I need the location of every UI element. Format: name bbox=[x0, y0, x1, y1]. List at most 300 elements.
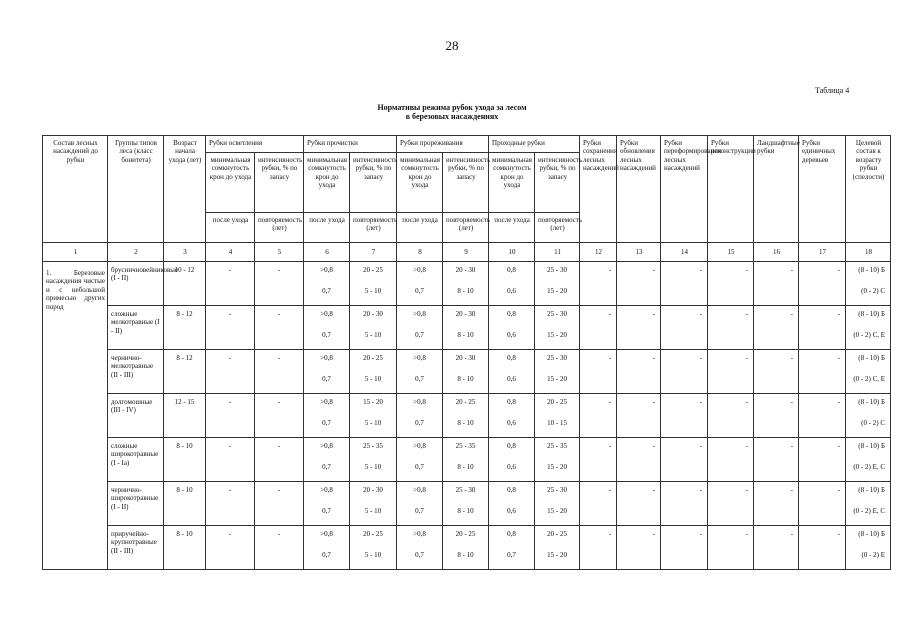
group-cell bbox=[799, 526, 845, 569]
passage-closure-before: 0,8 bbox=[507, 398, 516, 406]
cleaning-closure-after: 0,7 bbox=[322, 287, 331, 295]
forest-group-name: долгомошные (III - IV) bbox=[111, 398, 153, 415]
landscape-value: - bbox=[790, 530, 794, 538]
group-cell bbox=[580, 262, 616, 306]
column-number: 12 bbox=[580, 243, 617, 262]
single-tree-value: - bbox=[837, 266, 841, 274]
group-cell bbox=[255, 482, 303, 526]
start-age-value: 10 - 12 bbox=[174, 266, 195, 274]
thin-intensity-column bbox=[443, 262, 489, 570]
start-age-value: 8 - 10 bbox=[176, 486, 193, 494]
renewal-value: - bbox=[652, 354, 656, 362]
target-main: (8 - 10) Б bbox=[858, 354, 886, 362]
reformation-column bbox=[661, 262, 708, 570]
passage-closure-after: 0,6 bbox=[507, 463, 516, 471]
cleaning-closure-after: 0,7 bbox=[322, 507, 331, 515]
thinning-intensity: 20 - 30 bbox=[455, 310, 476, 318]
clarifying-intensity: - bbox=[277, 266, 281, 274]
header-cleaning: Рубки прочистки bbox=[304, 136, 397, 153]
group-cell bbox=[304, 306, 349, 350]
group-cell bbox=[489, 350, 534, 394]
group-cell bbox=[397, 482, 442, 526]
group-cell bbox=[754, 306, 798, 350]
column-number: 16 bbox=[754, 243, 799, 262]
landscape-value: - bbox=[790, 398, 794, 406]
clarifying-intensity: - bbox=[277, 530, 281, 538]
clean-closure-column bbox=[304, 262, 350, 570]
group-cell bbox=[535, 306, 579, 350]
thinning-closure-before: >0,8 bbox=[413, 486, 426, 494]
start-age-column bbox=[164, 262, 206, 570]
group-cell bbox=[535, 482, 579, 526]
composition-cell bbox=[43, 262, 108, 570]
group-cell bbox=[708, 306, 753, 350]
group-cell bbox=[708, 262, 753, 306]
passage-closure-before: 0,8 bbox=[507, 442, 516, 450]
thin-closure-column bbox=[397, 262, 443, 570]
single-tree-value: - bbox=[837, 442, 841, 450]
clarifying-closure: - bbox=[228, 354, 232, 362]
cleaning-closure-before: >0,8 bbox=[320, 266, 333, 274]
cleaning-intensity: 20 - 30 bbox=[363, 486, 383, 494]
norms-table bbox=[42, 135, 891, 570]
group-cell bbox=[846, 526, 890, 569]
cleaning-closure-before: >0,8 bbox=[320, 398, 333, 406]
group-cell bbox=[489, 306, 534, 350]
group-cell bbox=[304, 394, 349, 438]
group-cell bbox=[350, 526, 396, 569]
landscape-value: - bbox=[790, 310, 794, 318]
landscape-value: - bbox=[790, 442, 794, 450]
group-cell bbox=[350, 394, 396, 438]
target-main: (8 - 10) Б bbox=[858, 266, 886, 274]
passage-repeat: 15 - 20 bbox=[547, 551, 567, 559]
composition-text: 1. Березовые насаждения чистые и с небольшой примесью других пород bbox=[46, 269, 105, 311]
group-cell bbox=[799, 438, 845, 482]
group-cell bbox=[206, 482, 254, 526]
group-cell bbox=[350, 350, 396, 394]
reformation-value: - bbox=[699, 354, 703, 362]
header-min-closure: минимальная сомкнутость крон до ухода bbox=[397, 153, 443, 213]
cleaning-closure-before: >0,8 bbox=[320, 486, 333, 494]
clarifying-closure: - bbox=[228, 398, 232, 406]
clar-closure-column bbox=[206, 262, 255, 570]
target-admixture: (0 - 2) С, Е bbox=[853, 331, 886, 339]
group-cell bbox=[754, 350, 798, 394]
group-cell bbox=[489, 262, 534, 306]
group-cell bbox=[443, 394, 488, 438]
group-cell bbox=[617, 262, 660, 306]
group-cell bbox=[846, 350, 890, 394]
cleaning-repeat: 5 - 10 bbox=[364, 463, 382, 471]
target-admixture: (0 - 2) С bbox=[861, 287, 886, 295]
column-number: 5 bbox=[255, 243, 304, 262]
target-admixture: (0 - 2) Е, С bbox=[853, 463, 886, 471]
group-cell bbox=[304, 350, 349, 394]
renewal-value: - bbox=[652, 530, 656, 538]
group-cell bbox=[397, 306, 442, 350]
group-cell bbox=[206, 262, 254, 306]
reconstruction-column bbox=[708, 262, 754, 570]
passage-closure-before: 0,8 bbox=[507, 354, 516, 362]
group-cell bbox=[708, 350, 753, 394]
preservation-value: - bbox=[608, 354, 612, 362]
column-number: 10 bbox=[489, 243, 535, 262]
reformation-value: - bbox=[699, 530, 703, 538]
forest-group-name: чернично-мелкотравные (II - III) bbox=[111, 354, 154, 379]
landscape-column bbox=[754, 262, 799, 570]
thinning-closure-before: >0,8 bbox=[413, 530, 426, 538]
header-clarifying: Рубки осветления bbox=[206, 136, 304, 153]
page-number: 28 bbox=[445, 38, 459, 53]
passage-intensity: 25 - 30 bbox=[547, 486, 567, 494]
header-intensity: интенсивность рубки, % по запасу bbox=[255, 153, 304, 213]
group-cell bbox=[708, 526, 753, 569]
clarifying-intensity: - bbox=[277, 310, 281, 318]
landscape-value: - bbox=[790, 266, 794, 274]
group-cell bbox=[799, 306, 845, 350]
group-cell bbox=[350, 262, 396, 306]
thinning-closure-after: 0,7 bbox=[415, 463, 424, 471]
thinning-repeat: 8 - 10 bbox=[457, 507, 474, 515]
preservation-value: - bbox=[608, 266, 612, 274]
target-admixture: (0 - 2) С bbox=[861, 419, 886, 427]
header-repeat: повторяемость (лет) bbox=[350, 213, 397, 243]
start-age-value: 12 - 15 bbox=[174, 398, 195, 406]
group-cell bbox=[617, 306, 660, 350]
target-admixture: (0 - 2) Е, С bbox=[853, 507, 886, 515]
header-preservation: Рубки сохранения лесных насаждений bbox=[580, 136, 617, 243]
header-intensity: интенсивность рубки, % по запасу bbox=[535, 153, 580, 213]
thinning-closure-after: 0,7 bbox=[415, 331, 424, 339]
passage-closure-after: 0,6 bbox=[507, 331, 516, 339]
data-row bbox=[43, 262, 891, 570]
thinning-closure-after: 0,7 bbox=[415, 507, 424, 515]
group-cell bbox=[164, 394, 205, 438]
cleaning-closure-before: >0,8 bbox=[320, 354, 333, 362]
header-min-closure: минимальная сомкнутость крон до ухода bbox=[304, 153, 350, 213]
start-age-value: 8 - 10 bbox=[176, 442, 193, 450]
group-cell bbox=[617, 394, 660, 438]
preservation-column bbox=[580, 262, 617, 570]
preservation-value: - bbox=[608, 530, 612, 538]
target-main: (8 - 10) Б bbox=[858, 310, 886, 318]
renewal-value: - bbox=[652, 266, 656, 274]
reformation-value: - bbox=[699, 442, 703, 450]
column-number: 18 bbox=[846, 243, 891, 262]
group-cell bbox=[350, 482, 396, 526]
thinning-closure-before: >0,8 bbox=[413, 398, 426, 406]
thinning-repeat: 8 - 10 bbox=[457, 375, 474, 383]
thinning-intensity: 20 - 30 bbox=[455, 354, 476, 362]
reformation-value: - bbox=[699, 398, 703, 406]
renewal-column bbox=[617, 262, 661, 570]
forest-group-name: брусничновейниковые (I - II) bbox=[111, 266, 179, 283]
group-cell bbox=[397, 438, 442, 482]
header-repeat: повторяемость (лет) bbox=[443, 213, 489, 243]
thinning-intensity: 20 - 25 bbox=[455, 398, 476, 406]
passage-closure-before: 0,8 bbox=[507, 486, 516, 494]
group-cell bbox=[661, 526, 707, 569]
group-cell bbox=[108, 438, 163, 482]
group-cell bbox=[255, 438, 303, 482]
cleaning-closure-after: 0,7 bbox=[322, 419, 331, 427]
group-cell bbox=[397, 526, 442, 569]
group-cell bbox=[164, 262, 205, 306]
reformation-value: - bbox=[699, 486, 703, 494]
single-tree-value: - bbox=[837, 310, 841, 318]
group-cell bbox=[708, 482, 753, 526]
cleaning-intensity: 20 - 30 bbox=[363, 310, 383, 318]
passage-repeat: 15 - 20 bbox=[547, 463, 567, 471]
clarifying-intensity: - bbox=[277, 398, 281, 406]
header-repeat: повторяемость (лет) bbox=[255, 213, 304, 243]
cleaning-intensity: 15 - 20 bbox=[363, 398, 383, 406]
group-cell bbox=[799, 262, 845, 306]
group-cell bbox=[846, 394, 890, 438]
group-cell bbox=[108, 262, 179, 306]
header-landscape: Ландшафтные рубки bbox=[754, 136, 799, 243]
title-line-2: в березовых насаждениях bbox=[405, 112, 499, 121]
group-cell bbox=[580, 482, 616, 526]
group-cell bbox=[164, 526, 205, 569]
clarifying-closure: - bbox=[228, 486, 232, 494]
group-cell bbox=[108, 526, 163, 569]
group-cell bbox=[661, 350, 707, 394]
passage-closure-after: 0,7 bbox=[507, 551, 516, 559]
reconstruction-value: - bbox=[745, 442, 749, 450]
cleaning-intensity: 20 - 25 bbox=[363, 266, 383, 274]
group-cell bbox=[617, 438, 660, 482]
cleaning-intensity: 20 - 25 bbox=[363, 530, 383, 538]
header-min-closure: минимальная сомкнутость крон до ухода bbox=[489, 153, 535, 213]
passage-closure-after: 0,6 bbox=[507, 507, 516, 515]
group-cell bbox=[108, 482, 163, 526]
reconstruction-value: - bbox=[745, 398, 749, 406]
group-cell bbox=[799, 482, 845, 526]
column-number: 6 bbox=[304, 243, 350, 262]
forest-group-name: чернично-широкотравные (I - II) bbox=[111, 486, 159, 511]
clarifying-intensity: - bbox=[277, 486, 281, 494]
cleaning-repeat: 5 - 10 bbox=[364, 331, 382, 339]
column-number: 17 bbox=[799, 243, 846, 262]
passage-intensity: 25 - 30 bbox=[547, 266, 567, 274]
header-single-tree: Рубки единичных деревьев bbox=[799, 136, 846, 243]
group-cell bbox=[255, 262, 303, 306]
preservation-value: - bbox=[608, 398, 612, 406]
target-admixture: (0 - 2) С, Е bbox=[853, 375, 886, 383]
thinning-intensity: 25 - 35 bbox=[455, 442, 476, 450]
clarifying-intensity: - bbox=[277, 442, 281, 450]
column-number: 13 bbox=[617, 243, 661, 262]
cleaning-repeat: 5 - 10 bbox=[364, 551, 382, 559]
header-thinning: Рубки прореживания bbox=[397, 136, 489, 153]
thinning-repeat: 8 - 10 bbox=[457, 331, 474, 339]
group-cell bbox=[754, 482, 798, 526]
start-age-value: 8 - 10 bbox=[176, 530, 193, 538]
group-cell bbox=[661, 262, 707, 306]
table-caption: Таблица 4 bbox=[815, 86, 850, 95]
group-cell bbox=[489, 394, 534, 438]
target-column bbox=[846, 262, 891, 570]
cleaning-repeat: 5 - 10 bbox=[364, 375, 382, 383]
reformation-value: - bbox=[699, 310, 703, 318]
pass-closure-column bbox=[489, 262, 535, 570]
reconstruction-value: - bbox=[745, 310, 749, 318]
clarifying-closure: - bbox=[228, 442, 232, 450]
thinning-closure-after: 0,7 bbox=[415, 375, 424, 383]
passage-repeat: 15 - 20 bbox=[547, 375, 567, 383]
passage-intensity: 25 - 35 bbox=[547, 442, 567, 450]
group-cell bbox=[535, 394, 579, 438]
target-main: (8 - 10) Б bbox=[858, 442, 886, 450]
thinning-intensity: 20 - 30 bbox=[455, 266, 476, 274]
group-cell bbox=[661, 482, 707, 526]
group-cell bbox=[206, 350, 254, 394]
passage-closure-after: 0,6 bbox=[507, 419, 516, 427]
group-cell bbox=[580, 306, 616, 350]
column-number: 9 bbox=[443, 243, 489, 262]
column-numbers-row bbox=[43, 243, 891, 262]
single-tree-column bbox=[799, 262, 846, 570]
header-reconstruction: Рубки реконструкции bbox=[708, 136, 754, 243]
group-cell bbox=[489, 438, 534, 482]
reconstruction-value: - bbox=[745, 266, 749, 274]
cleaning-closure-before: >0,8 bbox=[320, 530, 333, 538]
renewal-value: - bbox=[652, 442, 656, 450]
group-cell bbox=[661, 438, 707, 482]
forest-group-name: приручейно-крупнотравные (II - III) bbox=[111, 530, 157, 555]
group-cell bbox=[206, 306, 254, 350]
preservation-value: - bbox=[608, 310, 612, 318]
cleaning-closure-before: >0,8 bbox=[320, 310, 333, 318]
clar-intensity-column bbox=[255, 262, 304, 570]
group-cell bbox=[206, 438, 254, 482]
group-cell bbox=[580, 350, 616, 394]
header-min-closure: минимальная сомкнутость крон до ухода bbox=[206, 153, 255, 213]
column-number: 11 bbox=[535, 243, 580, 262]
group-cell bbox=[206, 526, 254, 569]
passage-closure-before: 0,8 bbox=[507, 530, 516, 538]
renewal-value: - bbox=[652, 398, 656, 406]
column-number: 7 bbox=[350, 243, 397, 262]
group-cell bbox=[397, 350, 442, 394]
header-reformation: Рубки переформирования лесных насаждений bbox=[661, 136, 708, 243]
group-cell bbox=[108, 394, 163, 438]
cleaning-closure-after: 0,7 bbox=[322, 331, 331, 339]
column-number: 3 bbox=[164, 243, 206, 262]
thinning-closure-after: 0,7 bbox=[415, 287, 424, 295]
target-main: (8 - 10) Б bbox=[858, 398, 886, 406]
group-cell bbox=[489, 526, 534, 569]
passage-closure-before: 0,8 bbox=[507, 266, 516, 274]
passage-intensity: 25 - 30 bbox=[547, 354, 567, 362]
thinning-closure-before: >0,8 bbox=[413, 354, 426, 362]
clarifying-closure: - bbox=[228, 530, 232, 538]
group-cell bbox=[754, 262, 798, 306]
group-cell bbox=[164, 350, 205, 394]
group-cell bbox=[255, 394, 303, 438]
header-composition: Состав лесных насаждений до рубки bbox=[43, 136, 108, 243]
thinning-closure-before: >0,8 bbox=[413, 266, 426, 274]
thinning-closure-before: >0,8 bbox=[413, 442, 426, 450]
group-cell bbox=[304, 438, 349, 482]
landscape-value: - bbox=[790, 354, 794, 362]
reconstruction-value: - bbox=[745, 486, 749, 494]
passage-repeat: 10 - 15 bbox=[547, 419, 567, 427]
group-cell bbox=[164, 438, 205, 482]
header-after-care: после ухода bbox=[304, 213, 350, 243]
group-cell bbox=[443, 438, 488, 482]
group-cell bbox=[535, 438, 579, 482]
column-number: 15 bbox=[708, 243, 754, 262]
cleaning-closure-after: 0,7 bbox=[322, 551, 331, 559]
group-cell bbox=[255, 526, 303, 569]
group-cell bbox=[489, 482, 534, 526]
single-tree-value: - bbox=[837, 486, 841, 494]
cleaning-intensity: 20 - 25 bbox=[363, 354, 383, 362]
group-cell bbox=[443, 350, 488, 394]
thinning-repeat: 8 - 10 bbox=[457, 287, 474, 295]
forest-group-name: сложные широкотравные (I - Ia) bbox=[111, 442, 159, 467]
passage-repeat: 15 - 20 bbox=[547, 287, 567, 295]
passage-closure-after: 0,6 bbox=[507, 287, 516, 295]
group-cell bbox=[754, 526, 798, 569]
cleaning-repeat: 5 - 10 bbox=[364, 507, 382, 515]
group-cell bbox=[108, 350, 163, 394]
target-main: (8 - 10) Б bbox=[858, 530, 886, 538]
group-cell bbox=[799, 394, 845, 438]
column-number: 2 bbox=[108, 243, 164, 262]
group-cell bbox=[304, 262, 349, 306]
preservation-value: - bbox=[608, 486, 612, 494]
header-after-care: после ухода bbox=[206, 213, 255, 243]
group-cell bbox=[617, 482, 660, 526]
group-cell bbox=[255, 350, 303, 394]
thinning-closure-before: >0,8 bbox=[413, 310, 426, 318]
reconstruction-value: - bbox=[745, 530, 749, 538]
start-age-value: 8 - 12 bbox=[176, 354, 193, 362]
header-forest-groups: Группы типов леса (класс бонитета) bbox=[108, 136, 164, 243]
group-cell bbox=[846, 438, 890, 482]
start-age-value: 8 - 12 bbox=[176, 310, 193, 318]
thinning-closure-after: 0,7 bbox=[415, 419, 424, 427]
group-cell bbox=[108, 306, 163, 350]
cleaning-closure-after: 0,7 bbox=[322, 463, 331, 471]
column-number: 14 bbox=[661, 243, 708, 262]
reconstruction-value: - bbox=[745, 354, 749, 362]
landscape-value: - bbox=[790, 486, 794, 494]
single-tree-value: - bbox=[837, 354, 841, 362]
clarifying-closure: - bbox=[228, 310, 232, 318]
group-cell bbox=[580, 526, 616, 569]
cleaning-intensity: 25 - 35 bbox=[363, 442, 383, 450]
thinning-closure-after: 0,7 bbox=[415, 551, 424, 559]
group-cell bbox=[350, 306, 396, 350]
group-cell bbox=[443, 482, 488, 526]
group-cell bbox=[754, 438, 798, 482]
header-start-age: Возраст начала ухода (лет) bbox=[164, 136, 206, 243]
title-line-1: Нормативы режима рубок ухода за лесом bbox=[377, 103, 527, 112]
group-cell bbox=[846, 262, 890, 306]
thinning-intensity: 20 - 25 bbox=[455, 530, 476, 538]
group-cell bbox=[617, 350, 660, 394]
header-after-care: после ухода bbox=[397, 213, 443, 243]
passage-intensity: 20 - 25 bbox=[547, 398, 567, 406]
target-admixture: (0 - 2) Е bbox=[861, 551, 886, 559]
group-cell bbox=[535, 350, 579, 394]
header-intensity: интенсивность рубки, % по запасу bbox=[443, 153, 489, 213]
